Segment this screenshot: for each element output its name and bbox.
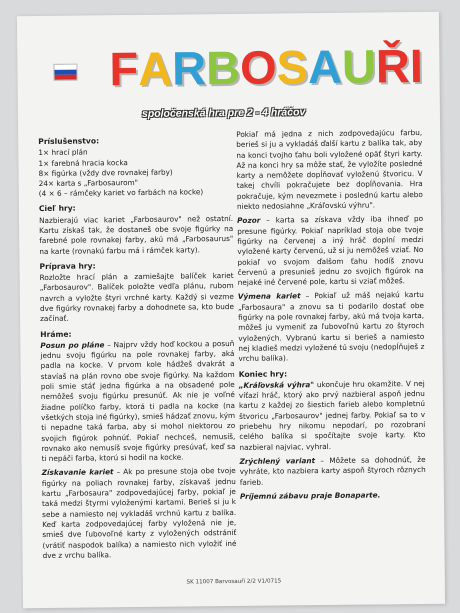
list-item: 1× farebná hracia kocka (38, 157, 128, 168)
title-letter: S (276, 40, 309, 94)
title-letter: A (137, 41, 173, 95)
title-letter: B (205, 40, 241, 95)
list-item: 1× hrací plán (38, 147, 88, 158)
header (17, 12, 440, 128)
slovak-flag-icon (53, 64, 77, 81)
list-item: (4 × 6 – rámčeky kariet vo farbách na kocke) (38, 187, 204, 199)
swap-title: Výmena kariet (237, 291, 301, 302)
end-heading: Koniec hry: (238, 368, 288, 379)
goal-heading: Cieľ hry: (38, 203, 76, 214)
short-title: Zrýchlený variant (239, 456, 316, 466)
pozor-title: Pozor (237, 216, 261, 226)
royal-text: ukončuje hru okamžite. V nej víťazí hráč, ktorý ako prvý nazbieral aspoň jednu kartu z každej zo šiestich farieb alebo kompletnú štvoricu „Farbosaurov" jednej farby. Pokiaľ sa to v priebehu hry nikomu nepodarí, po rozobraní celého balíka si spočítajte svoje karty. Kto nazbieral najviac, vyhral. (238, 378, 426, 452)
continue-paragraph: Pokiaľ má jedna z nich zodpovedajúcu farbu, berieš si ju a vykladáš ďalší kartu z balíka tak, aby na konci tvojho ťahu boli vyložené opäť štyri karty. Až na konci hry sa môže stať, že vyložíte posledné karty a nemôžete dopĺňovať vyloženú štvoricu. V takej chvíli pokračujete bez dopĺňovania. Hra pokračuje, kým nevezmete i poslednú kartu alebo niekto nedosiahne „Kráľovskú výhru". (236, 127, 423, 212)
game-title (109, 38, 423, 96)
left-column (38, 130, 237, 565)
royal-title: „Kráľovská výhra" (238, 379, 315, 390)
flag-stripe-red (55, 75, 77, 80)
accessories-list (38, 146, 233, 199)
cards-text: – Ak po presune stoja obe tvoje figúrky na poliach rovnakej farby, získavaš jednu kartu „Farbosaura" zodpovedajúcej farby, pokiaľ je taká medzi štyrmi vyloženými kartami. Berieš si ju k sebe a namiesto nej vykladáš vrchnú kartu z balíka. Keď karta zodpovedajúcej farby vyložená nie je, smieš dve ľubovoľné karty z vyložených odstrániť (vrátiť naspodok balíka) a namiesto nich vyložiť iné dve z vrchu balíka. (41, 466, 237, 560)
pozor-paragraph (237, 214, 424, 288)
game-subtitle: spoločenská hra pre 2 - 4 hráčov (141, 106, 306, 120)
cards-title: Získavanie kariet (41, 467, 114, 478)
list-item: 8× figúrka (vždy dve rovnakej farby) (38, 167, 173, 178)
swap-paragraph (238, 290, 425, 364)
swap-text: – Pokiaľ už máš nejakú kartu „Farbosaura" a znovu sa ti podarilo dostať obe figúrky na pole rovnakej farby, akú má tvoja karta, môžeš ju vymeniť za ľubovoľnú kartu zo štyroch vyložených. Vybranú kartu si berieš a namiesto nej kladieš medzi vyložené tú svoju (nedopĺňuješ z vrchu balíka). (237, 290, 425, 364)
move-paragraph (40, 339, 235, 465)
cards-paragraph (42, 466, 237, 561)
goal-text: Nazbierajú viac kariet „Farbosaurov" než ostatní. Kartu získaš tak, že dostaneš obe svoje figúrky na farebné pole rovnakej farby, akú má „Farbosaurus" na karte (rovnakú farbu má i rámček karty). (39, 213, 234, 256)
move-title: Posun po pláne (40, 340, 105, 350)
right-column (236, 128, 426, 506)
title-letter: A (307, 39, 343, 94)
rules-sheet (17, 12, 445, 608)
title-letter: R (171, 41, 207, 95)
accessories-heading: Príslušenstvo: (38, 136, 100, 147)
short-text: – Môžete sa dohodnúť, že vyhráte, kto nazbiera karty aspoň štyroch rôznych farieb. (239, 454, 426, 487)
list-item: 24× karta s „Farbosaurom" (38, 177, 139, 188)
prep-text: Rozložte hrací plán a zamiešajte balíček kariet „Farbosaurov". Balíček položte vedľa plánu, rubom navrch a vyložte štyri vrchné karty. Každý si vezme dve figúrky rovnakej farby a dohodnete sa, kto bude začínať. (39, 271, 235, 324)
footer-code: SK 11007 Barvosauři 2/2 V1/0715 (186, 578, 282, 586)
title-letter: I (409, 38, 424, 93)
title-letter: O (239, 40, 277, 94)
play-heading: Hráme: (40, 329, 72, 339)
title-letter: U (341, 39, 377, 93)
closing-line (240, 490, 426, 502)
royal-paragraph (239, 379, 426, 453)
pozor-text: – karta sa získava vždy iba ihneď po presune figúrky. Pokiaľ napríklad stoja obe tvoje figúrky na červenej a iný hráč doplní medzi vyložené karty červenú, už si ju nemôžeš vziať. No pokiaľ vo svojom ďalšom ťahu hodíš znovu červenú a presunieš jednu zo svojich figúrok na nejaké iné červené pole, kartu si vziať môžeš. (237, 214, 424, 288)
move-text: – Najprv vždy hoď kockou a posuň jednu svoju figúrku na pole rovnakej farby, aká padla na kocke. V prvom kole hádžeš dvakrát a stavíaš na plán rovno obe svoje figúrky. Na každom poli smie stáť jedna figúrka a na obsadené pole nemôžeš svoju figúrku presunúť. Ak nie je voľné žiadne políčko farby, ktorá ti padla na kocke (na všetkých stoja iné figúrky), smieš hádzať znovu, kým ti nepadne taká farba, aby si mohol niektorou zo svojich figúrok pohnúť. Pokiaľ nechceš, nemusíš, rovnako ako nemusíš svoje figúrky presúvať, keď sa ti nepáči farba, ktorú si hodil na kocke. (40, 338, 236, 464)
title-letter: F (109, 41, 139, 96)
closing-text: Príjemnú zábavu praje Bonaparte. (239, 490, 381, 501)
short-paragraph (240, 455, 426, 488)
prep-heading: Príprava hry: (39, 261, 96, 271)
title-letter: Ř (375, 39, 411, 93)
